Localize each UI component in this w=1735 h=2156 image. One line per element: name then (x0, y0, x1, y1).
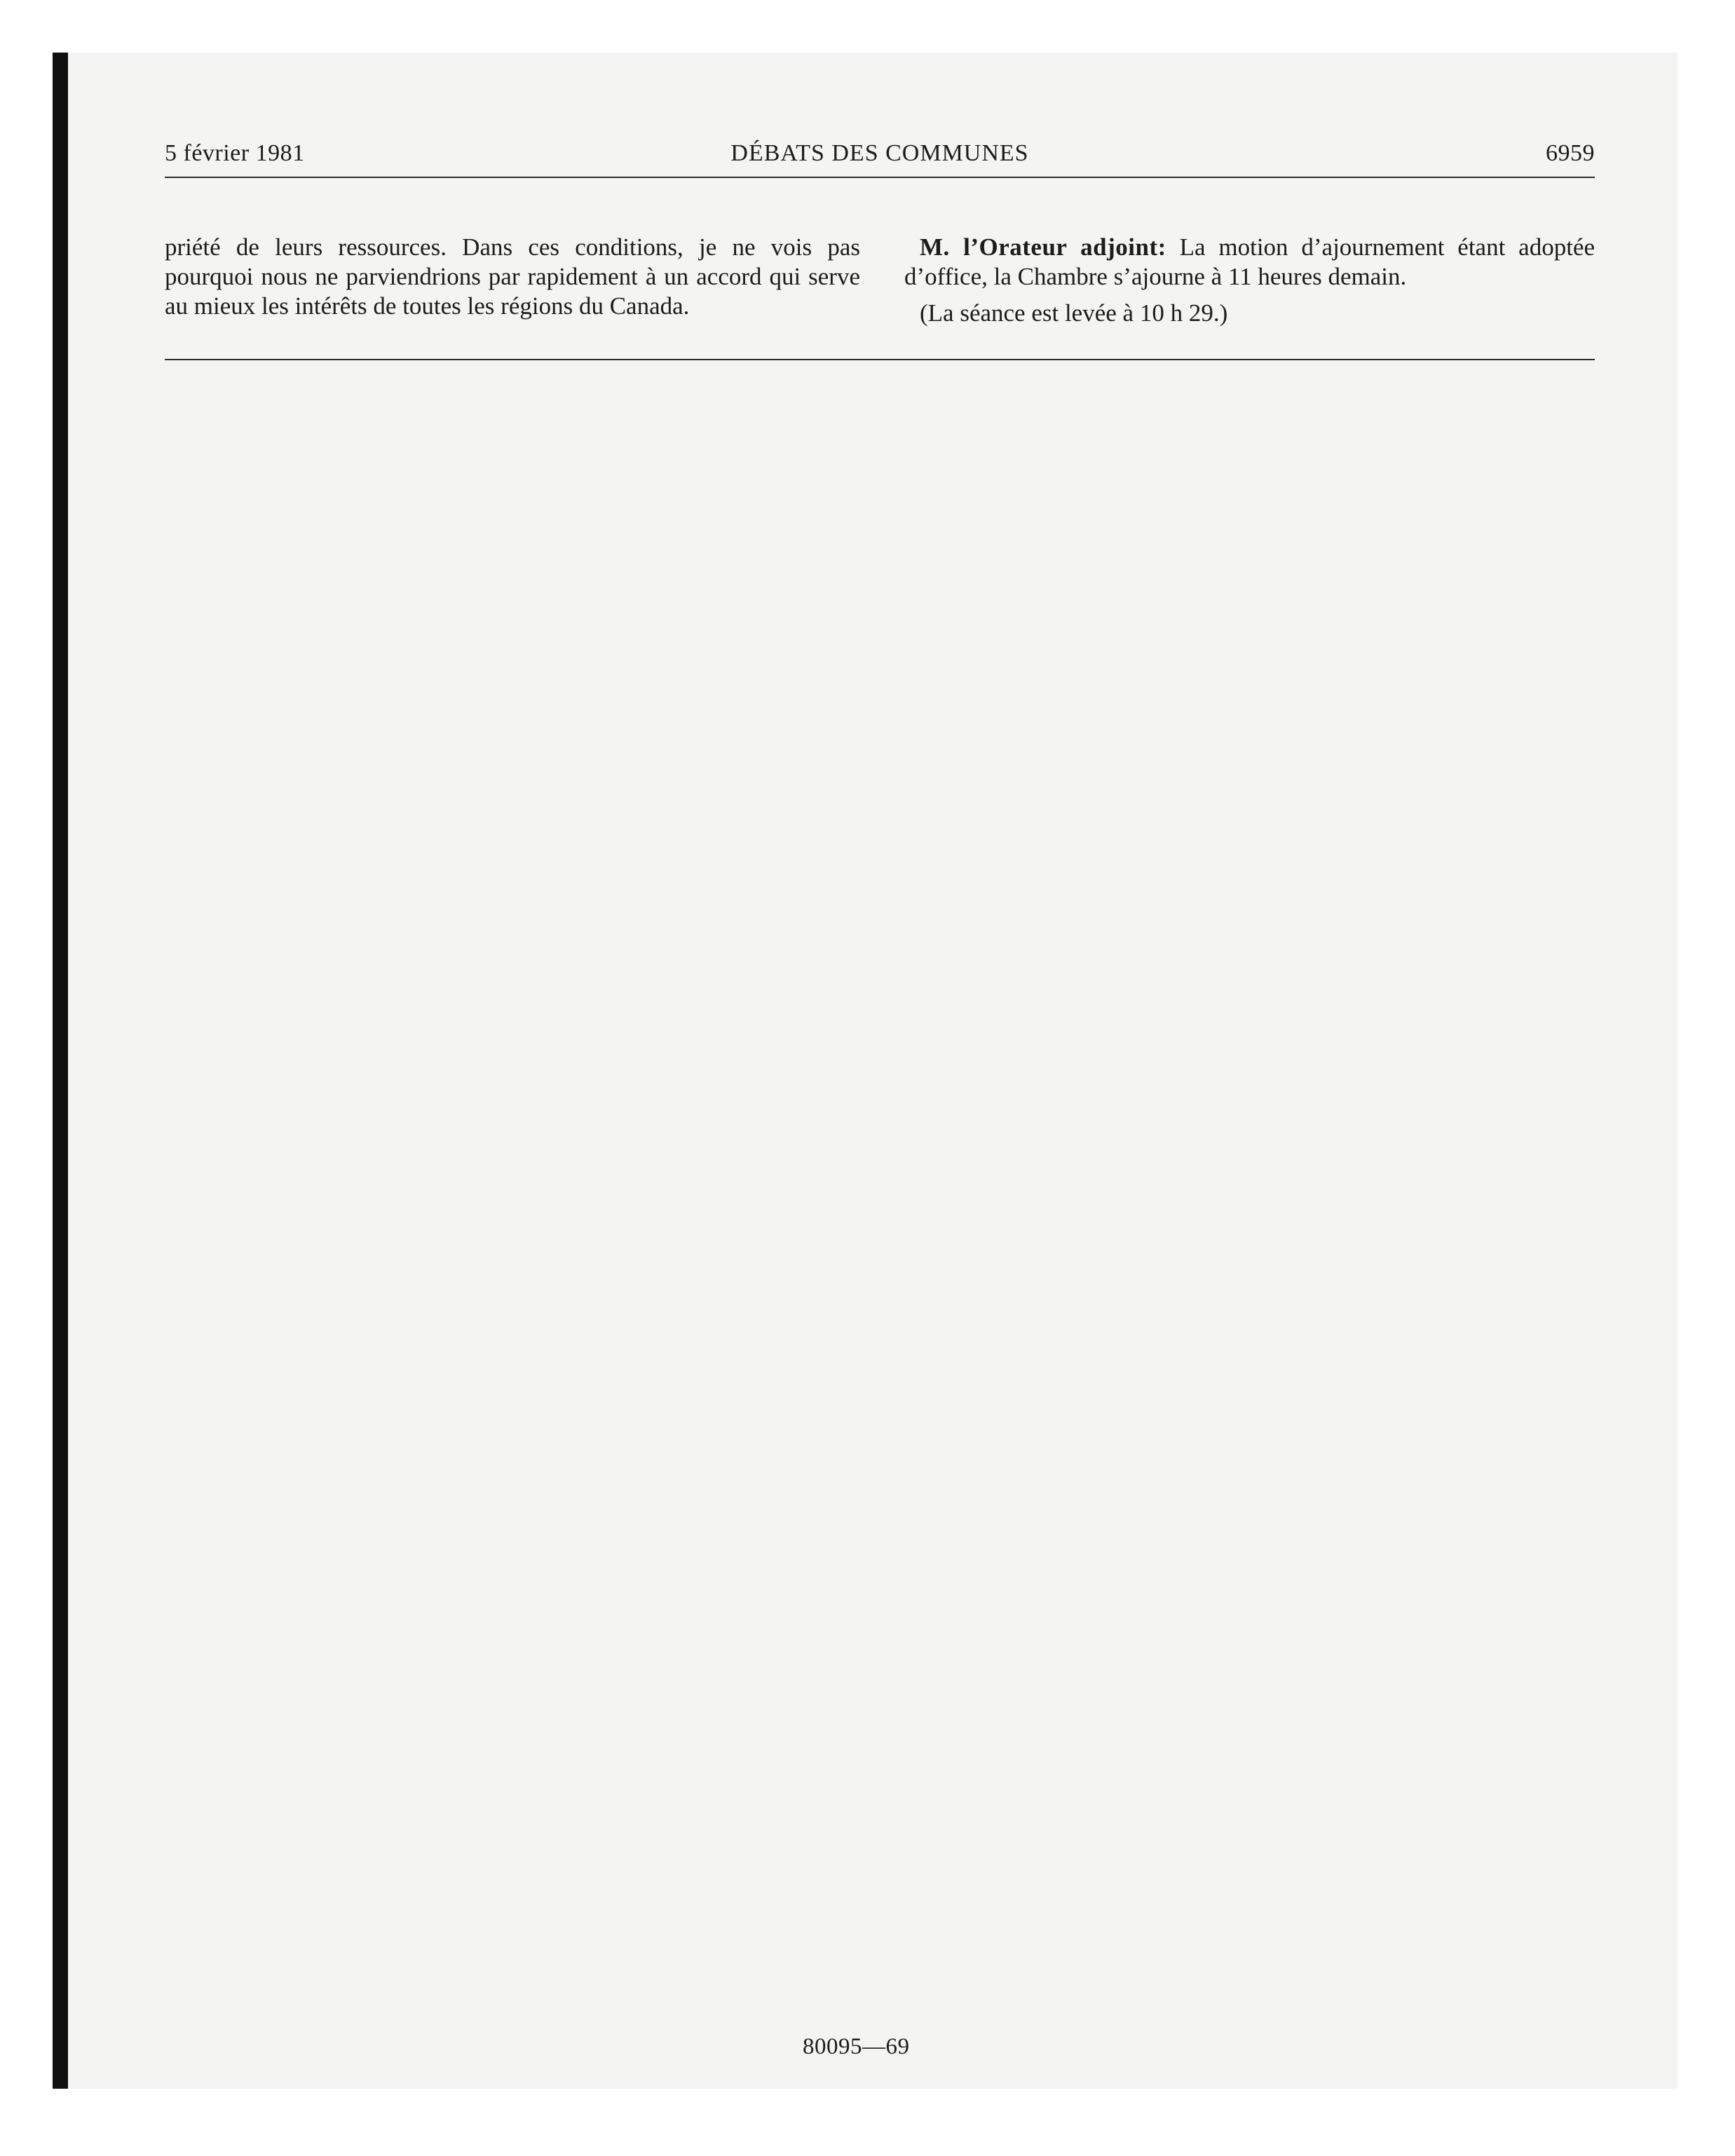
header-rule (165, 177, 1595, 178)
binding-edge-shadow (53, 53, 68, 2089)
scanned-page-area (53, 53, 1678, 2089)
signature-code: 80095—69 (803, 2034, 910, 2059)
right-column (904, 233, 1595, 328)
left-column (165, 233, 860, 321)
speaker-statement: La motion d’ajournement étant adoptée d’office, la Chambre s’ajourne à 11 heures demain. (904, 233, 1595, 290)
end-of-sitting-rule (165, 359, 1595, 360)
left-paragraph: priété de leurs ressources. Dans ces conditions, je ne vois pas pourquoi nous ne parviendrions par rapidement à un accord qui serve au mieux les intérêts de toutes les régions du Canada. (165, 233, 860, 320)
header-title: DÉBATS DES COMMUNES (730, 140, 1029, 166)
speaker-name: M. l’Orateur adjoint: (920, 233, 1166, 261)
running-head (165, 140, 1595, 175)
adjournment-note: (La séance est levée à 10 h 29.) (920, 299, 1228, 327)
header-date: 5 février 1981 (165, 140, 305, 166)
header-page-number: 6959 (1546, 140, 1595, 166)
speaker-paragraph (904, 233, 1595, 292)
